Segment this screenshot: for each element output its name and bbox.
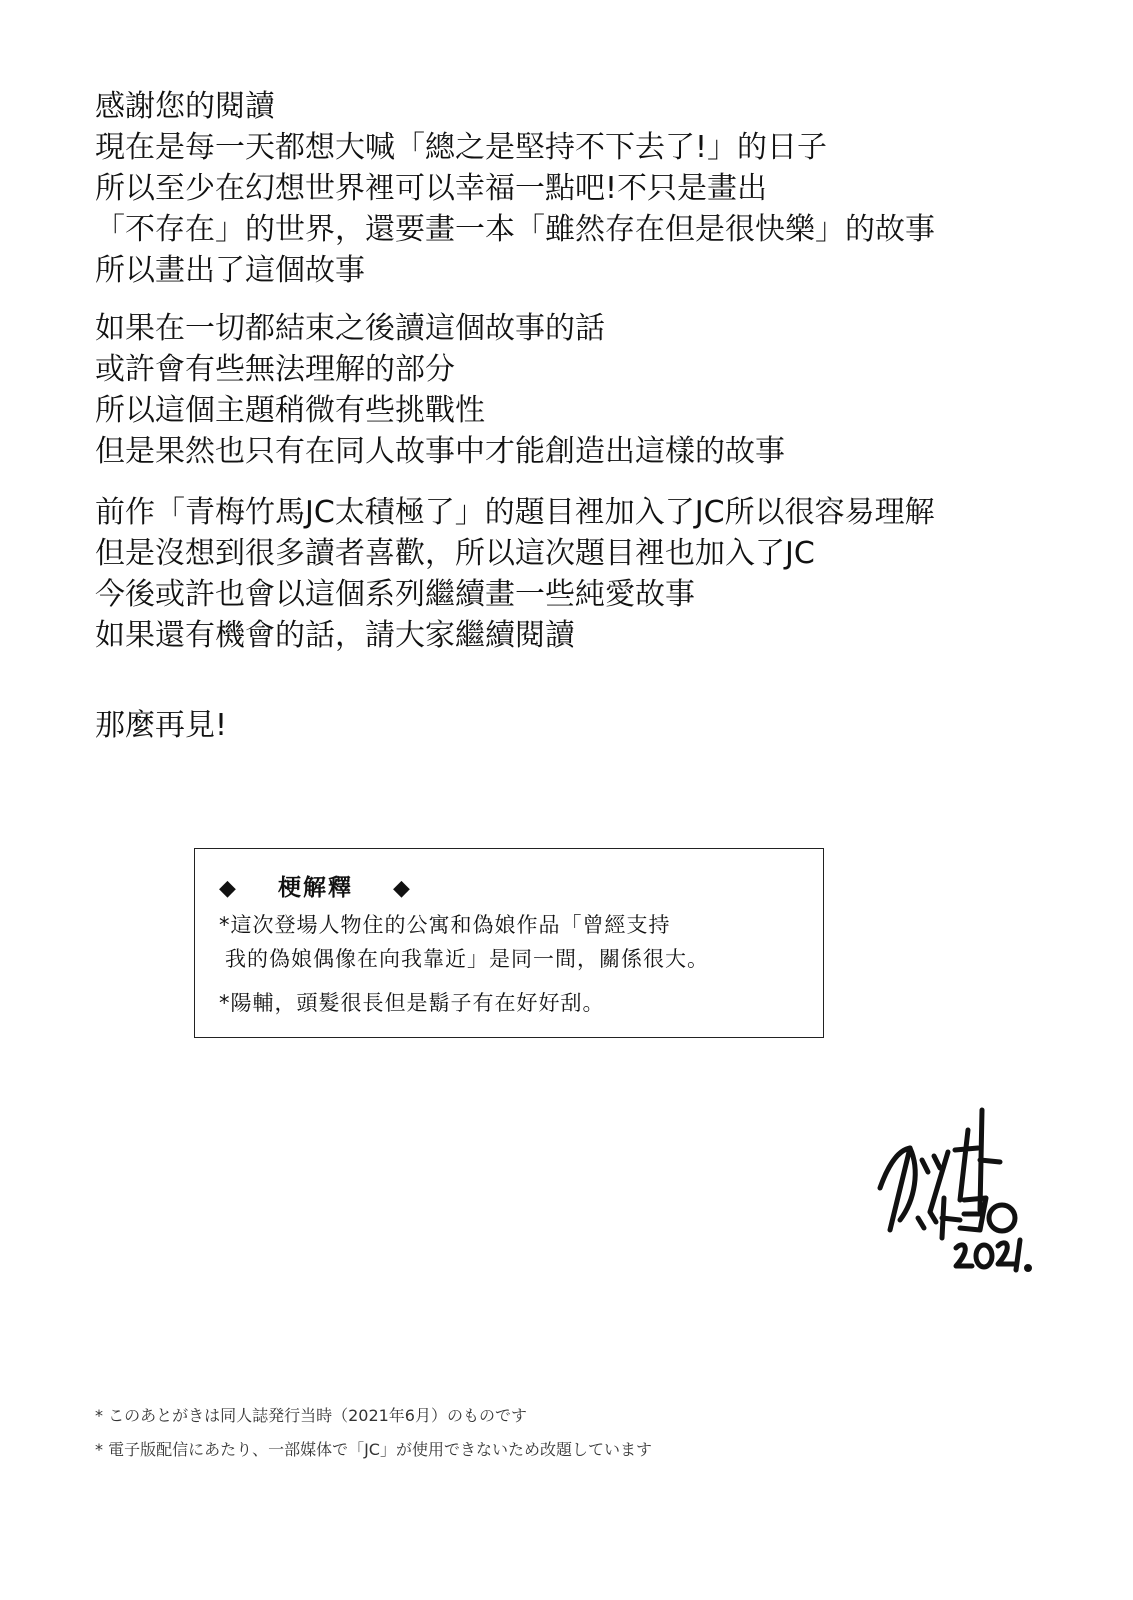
footnote: * このあとがきは同人誌発行当時（2021年6月）のものです <box>95 1406 527 1425</box>
text-line: 前作「青梅竹馬JC太積極了」的題目裡加入了JC所以很容易理解 <box>95 495 935 530</box>
text-line: 如果在一切都結束之後讀這個故事的話 <box>95 311 605 346</box>
afterword-paragraph-2 <box>95 308 785 472</box>
diamond-icon: ◆ <box>392 876 412 901</box>
afterword-paragraph-3 <box>95 492 935 656</box>
note-box-title: 梗解釋 <box>277 875 353 901</box>
text-line: 所以至少在幻想世界裡可以幸福一點吧!不只是畫出 <box>95 171 768 206</box>
note-line: 我的偽娘偶像在向我靠近」是同一間，關係很大。 <box>225 947 709 971</box>
text-line: 感謝您的閱讀 <box>95 89 275 124</box>
author-signature <box>860 1100 1040 1290</box>
note-line: *這次登場人物住的公寓和偽娘作品「曾經支持 <box>219 913 671 937</box>
text-line: 現在是每一天都想大喊「總之是堅持不下去了!」的日子 <box>95 130 828 165</box>
text-line: 今後或許也會以這個系列繼續畫一些純愛故事 <box>95 577 695 612</box>
note-line: *陽輔，頭髮很長但是鬍子有在好好刮。 <box>219 991 605 1015</box>
note-box <box>194 848 824 1038</box>
diamond-icon: ◆ <box>219 876 238 901</box>
text-line: 但是果然也只有在同人故事中才能創造出這樣的故事 <box>95 434 785 469</box>
text-line: 或許會有些無法理解的部分 <box>95 352 455 387</box>
note-box-title-row <box>219 869 412 902</box>
text-line: 「不存在」的世界，還要畫一本「雖然存在但是很快樂」的故事 <box>95 212 935 247</box>
text-line: 所以這個主題稍微有些挑戰性 <box>95 393 485 428</box>
text-line: 所以畫出了這個故事 <box>95 253 365 288</box>
text-line: 如果還有機會的話，請大家繼續閱讀 <box>95 618 575 653</box>
text-line: 但是沒想到很多讀者喜歡，所以這次題目裡也加入了JC <box>95 536 815 571</box>
closing-line: 那麼再見! <box>95 708 228 743</box>
afterword-paragraph-1 <box>95 86 935 291</box>
footnote: * 電子版配信にあたり、一部媒体で「JC」が使用できないため改題しています <box>95 1440 652 1459</box>
